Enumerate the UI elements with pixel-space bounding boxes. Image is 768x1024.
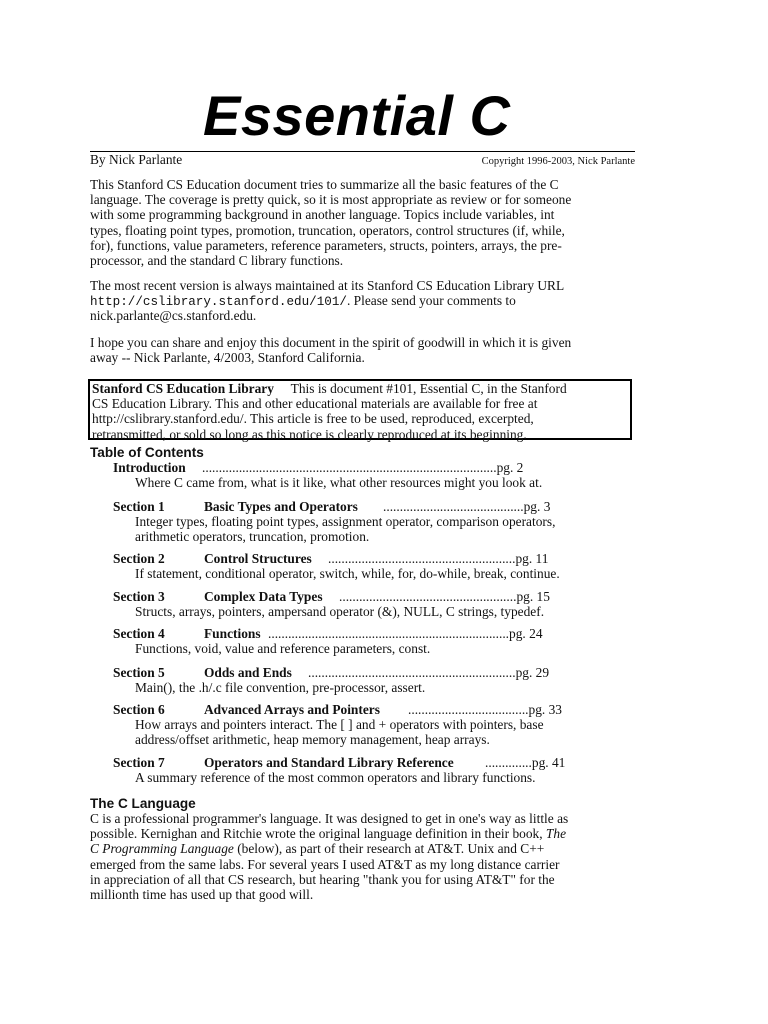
toc-entry-description	[135, 604, 635, 619]
toc-heading: Table of Contents	[90, 445, 204, 460]
book-title-fragment: The	[545, 826, 567, 842]
text-line: CS Education Library. This and other educational materials are available for free at	[92, 396, 538, 412]
toc-entry-description	[135, 641, 635, 656]
text-line	[90, 826, 635, 841]
text-line: C is a professional programmer's language. It was designed to get in one's way as little as	[90, 811, 569, 826]
text-line: This Stanford CS Education document tries to summarize all the basic features of the C	[90, 177, 559, 192]
text-line	[90, 841, 635, 856]
text-line: Functions, void, value and reference parameters, const.	[135, 641, 431, 656]
toc-entry-label: Section 5	[113, 665, 165, 680]
text-fragment: (below), as part of their research at AT&T. Unix and C++	[233, 841, 545, 857]
intro-paragraph-2	[90, 278, 635, 324]
dot-leader: ..............................................................	[308, 665, 516, 680]
toc-page-number: pg. 2	[496, 460, 524, 475]
dot-leader: .....................................................	[339, 589, 517, 604]
text-line: address/offset arithmetic, heap memory management, heap arrays.	[135, 732, 490, 748]
toc-entry-title-line	[113, 499, 635, 514]
text-line: emerged from the same labs. For several years I used AT&T as my long distance carrier	[90, 856, 560, 872]
toc-entry-title-line	[113, 665, 635, 680]
toc-page-number: pg. 29	[515, 665, 550, 680]
toc-entry-section-6[interactable]	[113, 702, 635, 748]
author-name: By Nick Parlante	[90, 152, 183, 167]
notice-heading: Stanford CS Education Library	[92, 381, 274, 396]
toc-leader	[308, 665, 549, 680]
toc-entry-label: Section 1	[113, 499, 165, 514]
dot-leader: ..........................................	[383, 499, 524, 514]
toc-leader	[268, 626, 543, 641]
toc-entry-section-2[interactable]	[113, 551, 635, 581]
toc-entry-title: Advanced Arrays and Pointers	[204, 702, 380, 717]
toc-entry-section-1[interactable]	[113, 499, 635, 545]
toc-entry-section-7[interactable]	[113, 755, 635, 785]
text-line: http://cslibrary.stanford.edu/. This article is free to be used, reproduced, excerpted,	[92, 411, 534, 427]
document-title: Essential C	[203, 84, 511, 147]
toc-entry-description	[135, 680, 635, 695]
toc-entry-description	[135, 770, 635, 785]
toc-entry-section-4[interactable]	[113, 626, 635, 656]
toc-page-number: pg. 3	[523, 499, 551, 514]
dot-leader: ....................................	[408, 702, 529, 717]
toc-entry-label: Section 4	[113, 626, 165, 641]
text-line: with some programming background in another language. Topics include variables, int	[90, 207, 555, 223]
toc-entry-description	[135, 475, 635, 490]
toc-entry-title: Complex Data Types	[204, 589, 323, 604]
toc-entry-label: Section 2	[113, 551, 165, 566]
text-line: away -- Nick Parlante, 4/2003, Stanford California.	[90, 350, 365, 366]
dot-leader: ........................................................................	[268, 626, 510, 641]
toc-entry-title: Functions	[204, 626, 261, 641]
section-heading-c-language: The C Language	[90, 796, 196, 811]
copyright-notice: Copyright 1996-2003, Nick Parlante	[481, 156, 635, 167]
author-email[interactable]: nick.parlante@cs.stanford.edu.	[90, 308, 257, 324]
toc-leader	[339, 589, 550, 604]
text-line: If statement, conditional operator, switch, while, for, do-while, break, continue.	[135, 566, 560, 581]
toc-page-number: pg. 15	[516, 589, 550, 604]
text-line: A summary reference of the most common operators and library functions.	[135, 770, 536, 785]
library-url-link[interactable]: http://cslibrary.stanford.edu/101/	[90, 295, 347, 310]
toc-leader	[383, 499, 550, 514]
toc-entry-title-line	[113, 589, 635, 604]
toc-entry-description	[135, 566, 635, 581]
text-line: arithmetic operators, truncation, promotion.	[135, 529, 370, 545]
text-line: language. The coverage is pretty quick, so it is most appropriate as review or for someone	[90, 192, 572, 208]
toc-entry-title-line	[113, 755, 635, 770]
c-language-paragraph	[90, 811, 635, 902]
text-fragment: . Please send your comments to	[346, 293, 516, 309]
text-line	[92, 381, 630, 396]
toc-page-number: pg. 41	[531, 755, 566, 770]
toc-entry-title: Odds and Ends	[204, 665, 292, 680]
toc-entry-section-3[interactable]	[113, 589, 635, 619]
toc-page-number: pg. 11	[515, 551, 549, 566]
intro-paragraph-1	[90, 177, 635, 268]
toc-entry-title-line	[113, 702, 635, 717]
toc-entry-title-line	[113, 551, 635, 566]
toc-leader	[202, 460, 523, 475]
toc-entry-label: Section 7	[113, 755, 165, 770]
toc-leader	[485, 755, 565, 770]
toc-entry-title-line	[113, 626, 635, 641]
text-line: types, floating point types, promotion, truncation, operators, control structures (if, while,	[90, 222, 565, 238]
text-line: I hope you can share and enjoy this document in the spirit of goodwill in which it is given	[90, 335, 572, 350]
toc-entry-section-5[interactable]	[113, 665, 635, 695]
text-line: in appreciation of all that CS research, but hearing "thank you for using AT&T" for the	[90, 871, 555, 887]
text-line: processor, and the standard C library functions.	[90, 252, 344, 268]
intro-paragraph-3	[90, 335, 635, 365]
dot-leader: ..............	[485, 755, 532, 770]
text-line: retransmitted, or sold so long as this notice is clearly reproduced at its beginning.	[92, 426, 527, 442]
text-line: millionth time has used up that good will.	[90, 886, 314, 902]
toc-entry-title: Operators and Standard Library Reference	[204, 755, 454, 770]
text-line: for), functions, value parameters, reference parameters, structs, pointers, arrays, the pre-	[90, 237, 562, 253]
byline	[90, 152, 635, 168]
text-line	[90, 293, 635, 308]
dot-leader: ........................................................	[328, 551, 516, 566]
toc-leader	[408, 702, 562, 717]
text-fragment: This is document #101, Essential C, in the Stanford	[290, 381, 567, 396]
library-notice-box	[88, 379, 632, 440]
toc-entry-title: Basic Types and Operators	[204, 499, 358, 514]
text-line: Main(), the .h/.c file convention, pre-processor, assert.	[135, 680, 426, 695]
toc-entry-label: Section 3	[113, 589, 165, 604]
text-line: The most recent version is always maintained at its Stanford CS Education Library URL	[90, 278, 565, 293]
text-line: How arrays and pointers interact. The [ ] and + operators with pointers, base	[135, 717, 544, 732]
toc-entry-label: Section 6	[113, 702, 165, 717]
toc-entry-title: Control Structures	[204, 551, 312, 566]
text-line: Structs, arrays, pointers, ampersand operator (&), NULL, C strings, typedef.	[135, 604, 545, 619]
toc-entry-introduction[interactable]	[113, 460, 635, 490]
dot-leader: ........................................................................................	[202, 460, 497, 475]
toc-entry-title-line	[113, 460, 635, 475]
toc-page-number: pg. 33	[528, 702, 562, 717]
toc-page-number: pg. 24	[509, 626, 543, 641]
toc-entry-description	[135, 717, 635, 747]
toc-leader	[328, 551, 548, 566]
text-line: Integer types, floating point types, assignment operator, comparison operators,	[135, 514, 556, 529]
toc-entry-label: Introduction	[113, 460, 186, 475]
text-line: Where C came from, what is it like, what other resources might you look at.	[135, 475, 543, 490]
text-fragment: possible. Kernighan and Ritchie wrote the original language definition in their book,	[90, 826, 546, 842]
book-title-fragment: C Programming Language	[90, 841, 234, 857]
toc-entry-description	[135, 514, 635, 544]
